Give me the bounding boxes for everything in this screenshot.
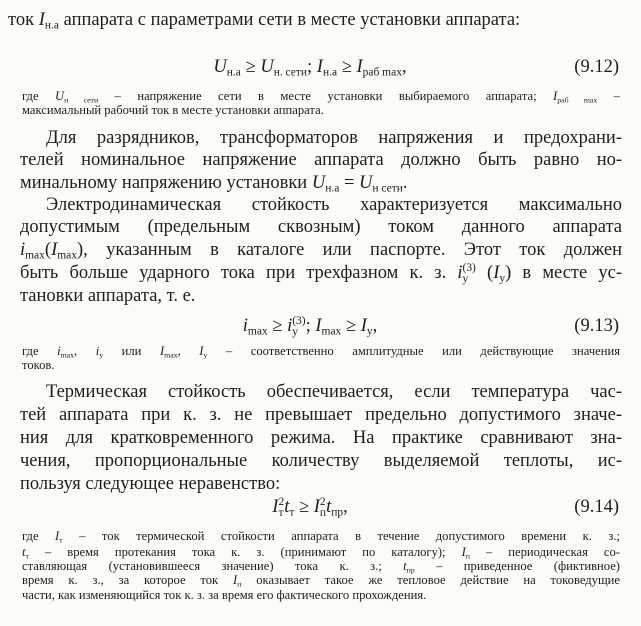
math-subscript: н. сети	[273, 66, 308, 79]
text-run: токов.	[22, 358, 55, 372]
math-variable: I	[199, 344, 204, 358]
math-subscript: т	[278, 506, 284, 519]
text-run: Для разрядников, трансформаторов напряжения и предохрани-	[46, 128, 622, 148]
text-run: (	[475, 263, 494, 283]
math-symbol	[361, 316, 373, 336]
footnote-line	[22, 103, 620, 118]
math-symbol	[356, 57, 401, 77]
math-scripts	[292, 316, 305, 337]
text-run: ния для кратковременного режима. На практике сравнивают зна-	[20, 428, 622, 448]
equation-expression	[0, 314, 620, 343]
math-subscript: н.а	[226, 66, 241, 79]
text-run: ;	[305, 316, 316, 336]
math-variable: I	[51, 240, 58, 260]
math-symbol	[57, 344, 74, 358]
text-run: ,	[372, 316, 378, 336]
math-variable: I	[553, 89, 558, 103]
math-symbol	[272, 497, 284, 517]
math-symbol	[312, 173, 339, 193]
text-line	[20, 216, 622, 238]
text-run: где	[22, 529, 56, 543]
math-symbol	[55, 529, 63, 543]
math-subscript: max	[57, 249, 77, 262]
text-run: пользуя следующее неравенство:	[20, 474, 281, 494]
footnote-line	[22, 89, 620, 104]
math-subscript: н сети	[372, 182, 403, 195]
math-variable: I	[493, 263, 500, 283]
math-variable: I	[159, 344, 165, 358]
math-superscript: 2	[319, 496, 326, 509]
text-line	[20, 239, 622, 261]
math-variable: U	[359, 173, 373, 193]
text-line	[20, 450, 622, 472]
text-run: Электродинамическая стойкость характеризуется максимально	[46, 195, 622, 215]
math-symbol	[315, 316, 341, 336]
math-subscript: п	[319, 506, 327, 519]
text-run: ,	[177, 344, 200, 358]
text-run: ;	[307, 57, 317, 77]
math-subscript: пр	[331, 506, 344, 519]
text-run: тей аппарата при к. з. не превышает предельно допустимого значе-	[20, 405, 622, 425]
math-symbol	[403, 559, 415, 573]
text-run: ≥	[341, 316, 361, 336]
text-line	[46, 194, 622, 216]
footnote-line	[22, 529, 620, 544]
text-run: ,	[401, 57, 407, 77]
math-subscript: y	[292, 325, 298, 338]
text-run: время к. з., за которое ток	[22, 573, 233, 587]
math-variable: i	[242, 316, 248, 336]
text-run: – время протекания тока к. з. (принимают по каталогу);	[28, 545, 462, 559]
equation-number: (9.12)	[574, 57, 619, 77]
text-run: – периодическая со-	[469, 545, 620, 559]
math-variable: I	[233, 573, 238, 587]
math-variable: I	[272, 497, 279, 517]
math-variable: I	[313, 497, 320, 517]
text-line	[20, 285, 622, 307]
text-run: – приведенное (фиктивное)	[414, 559, 620, 573]
text-run: ≥	[267, 316, 288, 336]
math-subscript: н.а	[325, 182, 340, 195]
text-run: (	[44, 240, 52, 260]
math-variable: I	[356, 57, 363, 77]
math-symbol	[317, 57, 337, 77]
math-symbol	[96, 344, 103, 358]
math-symbol	[493, 263, 505, 283]
math-symbol	[287, 316, 306, 336]
text-run: допустимым (предельным сквозным) током данного аппарата	[20, 217, 622, 237]
math-symbol	[284, 497, 294, 517]
math-variable: I	[316, 57, 323, 77]
math-variable: U	[260, 57, 274, 77]
text-run: аппарата с параметрами сети в месте установки аппарата:	[59, 10, 521, 30]
text-run: ≥	[240, 57, 261, 77]
text-run: – соответственно амплитудные или действующие значения	[207, 344, 621, 358]
math-scripts	[463, 263, 476, 284]
math-symbol	[160, 344, 178, 358]
text-run: ,	[74, 344, 96, 358]
text-run: чения, пропорциональные количеству выделяемой теплоты, ис-	[20, 451, 622, 471]
math-variable: i	[457, 263, 463, 283]
math-subscript: y	[203, 350, 208, 360]
text-run: Термическая стойкость обеспечивается, если температура час-	[46, 382, 622, 402]
text-run: ≥	[337, 57, 357, 77]
footnote-line	[22, 588, 620, 603]
math-variable: i	[20, 240, 26, 260]
math-subscript: раб max	[362, 66, 402, 79]
footnote-line	[22, 358, 620, 373]
math-variable: I	[38, 10, 45, 30]
math-superscript: (3)	[462, 262, 476, 275]
text-line	[8, 9, 610, 31]
math-variable: t	[326, 497, 332, 517]
text-run: ,	[343, 497, 348, 517]
text-run: ≥	[294, 497, 314, 517]
text-run: тановки аппарата, т. е.	[20, 286, 196, 306]
text-run: =	[339, 173, 360, 193]
math-subscript: н сети	[64, 95, 99, 105]
math-symbol	[457, 263, 476, 283]
text-line	[20, 149, 622, 171]
math-variable: U	[311, 173, 326, 193]
footnote-line	[22, 573, 620, 588]
math-superscript: 2	[278, 496, 285, 509]
math-variable: I	[55, 529, 60, 543]
math-symbol	[22, 545, 29, 559]
text-line	[20, 427, 622, 449]
math-subscript: т	[59, 535, 63, 545]
math-symbol	[462, 545, 470, 559]
math-symbol	[553, 89, 597, 103]
text-run: где	[22, 344, 58, 358]
math-symbol	[55, 89, 98, 103]
math-symbol	[260, 57, 307, 77]
text-line	[20, 473, 622, 495]
text-line	[20, 172, 622, 194]
math-subscript: пр	[406, 565, 415, 575]
math-subscript: max	[247, 325, 268, 338]
math-subscript: max	[321, 325, 342, 338]
math-symbol	[51, 240, 77, 260]
equation-number: (9.13)	[574, 316, 619, 336]
text-run: оказывает такое же тепловое действие на токоведущие	[241, 573, 620, 587]
text-line	[20, 404, 622, 426]
equation-number: (9.14)	[574, 497, 619, 517]
footnote-line	[22, 545, 620, 560]
math-subscript: y	[462, 272, 469, 285]
footnote-line	[22, 344, 620, 359]
text-run: быть больше ударного тока при трехфазном к. з.	[20, 263, 458, 283]
text-run: –	[597, 89, 621, 103]
math-symbol	[213, 57, 240, 77]
math-subscript: max	[25, 249, 45, 262]
math-variable: i	[287, 316, 293, 336]
math-symbol	[359, 173, 403, 193]
text-run: ток	[8, 10, 39, 30]
math-symbol	[243, 316, 268, 336]
text-run: – напряжение сети в месте установки выбираемого аппарата;	[98, 89, 554, 103]
text-run: минальному напряжению установки	[20, 173, 312, 193]
text-run: ставляющая (установившееся значение) тока к. з.;	[22, 559, 404, 573]
math-subscript: y	[499, 272, 506, 285]
text-run: ), указанным в каталоге или паспорте. Этот ток должен	[76, 240, 622, 260]
math-symbol	[326, 497, 343, 517]
math-subscript: п	[465, 551, 470, 561]
math-variable: t	[403, 559, 407, 573]
math-subscript: п	[237, 579, 242, 589]
math-variable: i	[95, 344, 100, 358]
text-run: – ток термической стойкости аппарата в течение допустимого времени к. з.;	[62, 529, 620, 543]
math-variable: i	[57, 344, 61, 358]
math-subscript: max	[60, 350, 75, 360]
text-run: или	[103, 344, 160, 358]
text-run: ) в месте ус-	[505, 263, 622, 283]
text-run: максимальный рабочий ток в месте установки аппарата.	[22, 103, 324, 117]
math-subscript: раб max	[557, 95, 598, 105]
math-subscript: y	[99, 350, 104, 360]
equation-expression	[0, 495, 620, 524]
text-line	[46, 127, 622, 149]
math-symbol	[314, 497, 326, 517]
math-superscript: (3)	[292, 315, 306, 328]
footnote-line	[22, 559, 620, 574]
text-run: телей номинальное напряжение аппарата должно быть равно но-	[20, 150, 622, 170]
text-run: где	[22, 89, 55, 103]
text-line	[20, 262, 622, 284]
math-subscript: н.а	[322, 66, 338, 79]
math-variable: t	[22, 545, 26, 559]
math-variable: U	[55, 89, 65, 103]
equation-expression	[0, 55, 620, 84]
math-variable: I	[315, 316, 322, 336]
math-subscript: max	[164, 350, 178, 360]
math-variable: t	[284, 497, 290, 517]
text-run: .	[402, 173, 408, 193]
math-symbol	[20, 240, 45, 260]
math-subscript: y	[366, 325, 373, 338]
math-variable: I	[461, 545, 466, 559]
math-variable: U	[213, 57, 227, 77]
math-symbol	[39, 10, 59, 30]
text-line	[46, 381, 622, 403]
text-run: части, как изменяющийся ток к. з. за время его фактического прохождения.	[22, 588, 427, 602]
math-variable: I	[360, 316, 367, 336]
math-subscript: т	[289, 506, 295, 519]
math-subscript: н.а	[44, 19, 59, 32]
math-subscript: т	[25, 551, 29, 561]
